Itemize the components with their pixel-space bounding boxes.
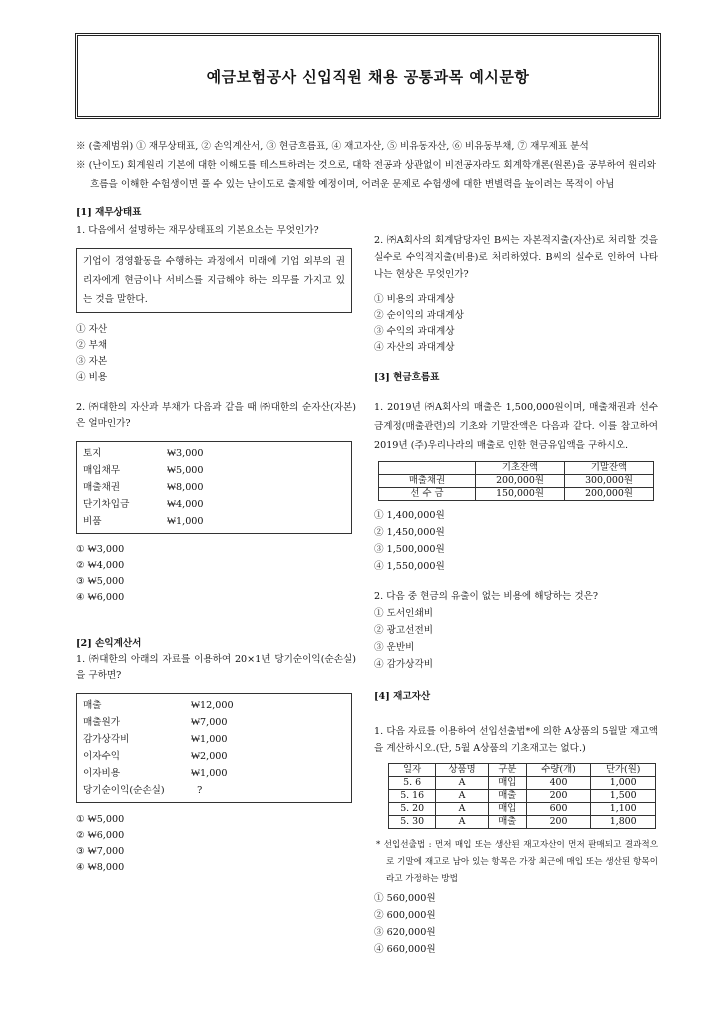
- option: ① 자산: [76, 324, 108, 335]
- option: ③ ₩5,000: [76, 576, 125, 587]
- option: ② ₩4,000: [76, 560, 125, 571]
- data-row: 매출 ₩12,000: [83, 700, 234, 711]
- s3-balance-table: [378, 461, 654, 501]
- section-heading-cash-flow: [3] 현금흐름표: [374, 372, 440, 383]
- table-row: 5. 30 A 매출 200 1,800: [389, 816, 656, 829]
- option: ② 600,000원: [374, 910, 436, 921]
- s3-question-1: 1. 2019년 ㈜A회사의 매출은 1,500,000원이며, 매출채권과 선수금계정(매출관련)의 기초와 기말잔액은 다음과 같다. 이를 참고하여 2019년 (주)우리나라의 매출로 인한 현금유입액을 구하시오.: [374, 402, 658, 451]
- option: ④ 1,550,000원: [374, 561, 445, 572]
- data-row: 이자비용 ₩1,000: [83, 768, 228, 779]
- option: ① ₩5,000: [76, 814, 125, 825]
- note-difficulty-line2: 흐름을 이해한 수험생이면 풀 수 있는 난이도로 출제할 예정이며, 어려운 문제로 수험생에 대한 변별력을 높이려는 목적이 아님: [90, 179, 615, 190]
- note-scope: ※ (출제범위) ① 재무상태표, ② 손익계산서, ③ 현금흐름표, ④ 재고자산, ⑤ 비유동자산, ⑥ 비유동부채, ⑦ 재무제표 분석: [76, 141, 589, 152]
- table-row: 5. 16 A 매출 200 1,500: [389, 790, 656, 803]
- s4-footnote: * 선입선출법 : 먼저 매입 또는 생산된 재고자산이 먼저 판매되고 결과적으로 기말에 재고로 남아 있는 항목은 가장 최근에 매입 또는 생산된 항목이라고 가정하는 방법: [376, 840, 658, 884]
- option: ④ 비용: [76, 372, 108, 383]
- s2-q1-options: [76, 812, 356, 876]
- s2-q1-data-box: [76, 693, 352, 803]
- option: ④ 자산의 과대계상: [374, 342, 455, 353]
- table-row: 5. 6 A 매입 400 1,000: [389, 777, 656, 790]
- option: ③ 운반비: [374, 642, 415, 653]
- data-row: 비품 ₩1,000: [83, 516, 204, 527]
- s1-q2-options: [76, 542, 356, 606]
- r1-options: [374, 292, 658, 356]
- section-heading-inventory: [4] 재고자산: [374, 691, 431, 702]
- s1-q1-options: [76, 322, 356, 386]
- note-difficulty-line1: ※ (난이도) 회계원리 기본에 대한 이해도를 테스트하려는 것으로, 대학 전공과 상관없이 비전공자라도 회계학개론(원론)을 공부하여 원리와: [76, 160, 657, 171]
- option: ② ₩6,000: [76, 830, 125, 841]
- option: ① 1,400,000원: [374, 510, 445, 521]
- option: ④ 감가상각비: [374, 659, 433, 670]
- s3-q2-options: [374, 605, 658, 673]
- data-row: 매입채무 ₩5,000: [83, 465, 204, 476]
- option: ② 부채: [76, 340, 108, 351]
- table-header-row: 기초잔액 기말잔액: [379, 462, 654, 475]
- s1-question-2: 2. ㈜대한의 자산과 부채가 다음과 같을 때 ㈜대한의 순자산(자본)은 얼마인가?: [76, 402, 356, 429]
- section-heading-income-statement: [2] 손익계산서: [76, 638, 142, 649]
- page-title-box: [75, 33, 661, 119]
- data-row: 매출원가 ₩7,000: [83, 717, 228, 728]
- data-row: 토지 ₩3,000: [83, 448, 204, 459]
- s1-q2-data-box: [76, 441, 352, 534]
- option: ④ ₩6,000: [76, 592, 125, 603]
- option: ② 광고선전비: [374, 625, 433, 636]
- option: ① ₩3,000: [76, 544, 125, 555]
- option: ③ 620,000원: [374, 927, 436, 938]
- option: ① 비용의 과대계상: [374, 294, 455, 305]
- page-title: 예금보험공사 신입직원 채용 공통과목 예시문항: [206, 67, 530, 86]
- table-row: 선 수 금 150,000원 200,000원: [379, 488, 654, 501]
- option: ① 도서인쇄비: [374, 608, 433, 619]
- s3-q1-options: [374, 507, 658, 575]
- option: ④ ₩8,000: [76, 862, 125, 873]
- s1-q1-description-box: [76, 248, 352, 313]
- option: ② 순이익의 과대계상: [374, 310, 464, 321]
- option: ① 560,000원: [374, 893, 436, 904]
- option: ④ 660,000원: [374, 944, 436, 955]
- table-row: 5. 20 A 매입 600 1,100: [389, 803, 656, 816]
- exam-notes: [76, 137, 666, 194]
- option: ③ 수익의 과대계상: [374, 326, 455, 337]
- option: ③ 1,500,000원: [374, 544, 445, 555]
- s3-question-2: 2. 다음 중 현금의 유출이 없는 비용에 해당하는 것은?: [374, 591, 599, 602]
- s4-question-1: 1. 다음 자료를 이용하여 선입선출법*에 의한 A상품의 5월말 재고액을 계산하시오.(단, 5월 A상품의 기초재고는 없다.): [374, 726, 658, 754]
- s2-question-1: 1. ㈜대한의 아래의 자료를 이용하여 20×1년 당기순이익(순손실)을 구하면?: [76, 654, 356, 681]
- left-column: [76, 205, 356, 876]
- right-column: [374, 232, 658, 958]
- s1-q1-description: 기업이 경영활동을 수행하는 과정에서 미래에 기업 외부의 권리자에게 현금이나 서비스를 지급해야 하는 의무를 가지고 있는 것을 말한다.: [83, 256, 345, 305]
- data-row: 감가상각비 ₩1,000: [83, 734, 228, 745]
- s4-inventory-table: [388, 763, 656, 829]
- option: ② 1,450,000원: [374, 527, 445, 538]
- s4-q1-options: [374, 890, 658, 958]
- table-header-row: 일자 상품명 구분 수량(개) 단가(원): [389, 764, 656, 777]
- option: ③ ₩7,000: [76, 846, 125, 857]
- data-row: 이자수익 ₩2,000: [83, 751, 228, 762]
- data-row: 매출채권 ₩8,000: [83, 482, 204, 493]
- data-row: 단기차입금 ₩4,000: [83, 499, 204, 510]
- data-row: 당기순이익(순손실) ?: [83, 785, 203, 796]
- s1-question-1: 1. 다음에서 설명하는 재무상태표의 기본요소는 무엇인가?: [76, 225, 319, 236]
- option: ③ 자본: [76, 356, 108, 367]
- s1-question-2b: 2. ㈜A회사의 회계담당자인 B씨는 자본적지출(자산)로 처리할 것을 실수로 수익적지출(비용)로 처리하였다. B씨의 실수로 인하여 나타나는 현상은 무엇인가?: [374, 235, 658, 280]
- table-row: 매출채권 200,000원 300,000원: [379, 475, 654, 488]
- section-heading-balance-sheet: [1] 재무상태표: [76, 207, 142, 218]
